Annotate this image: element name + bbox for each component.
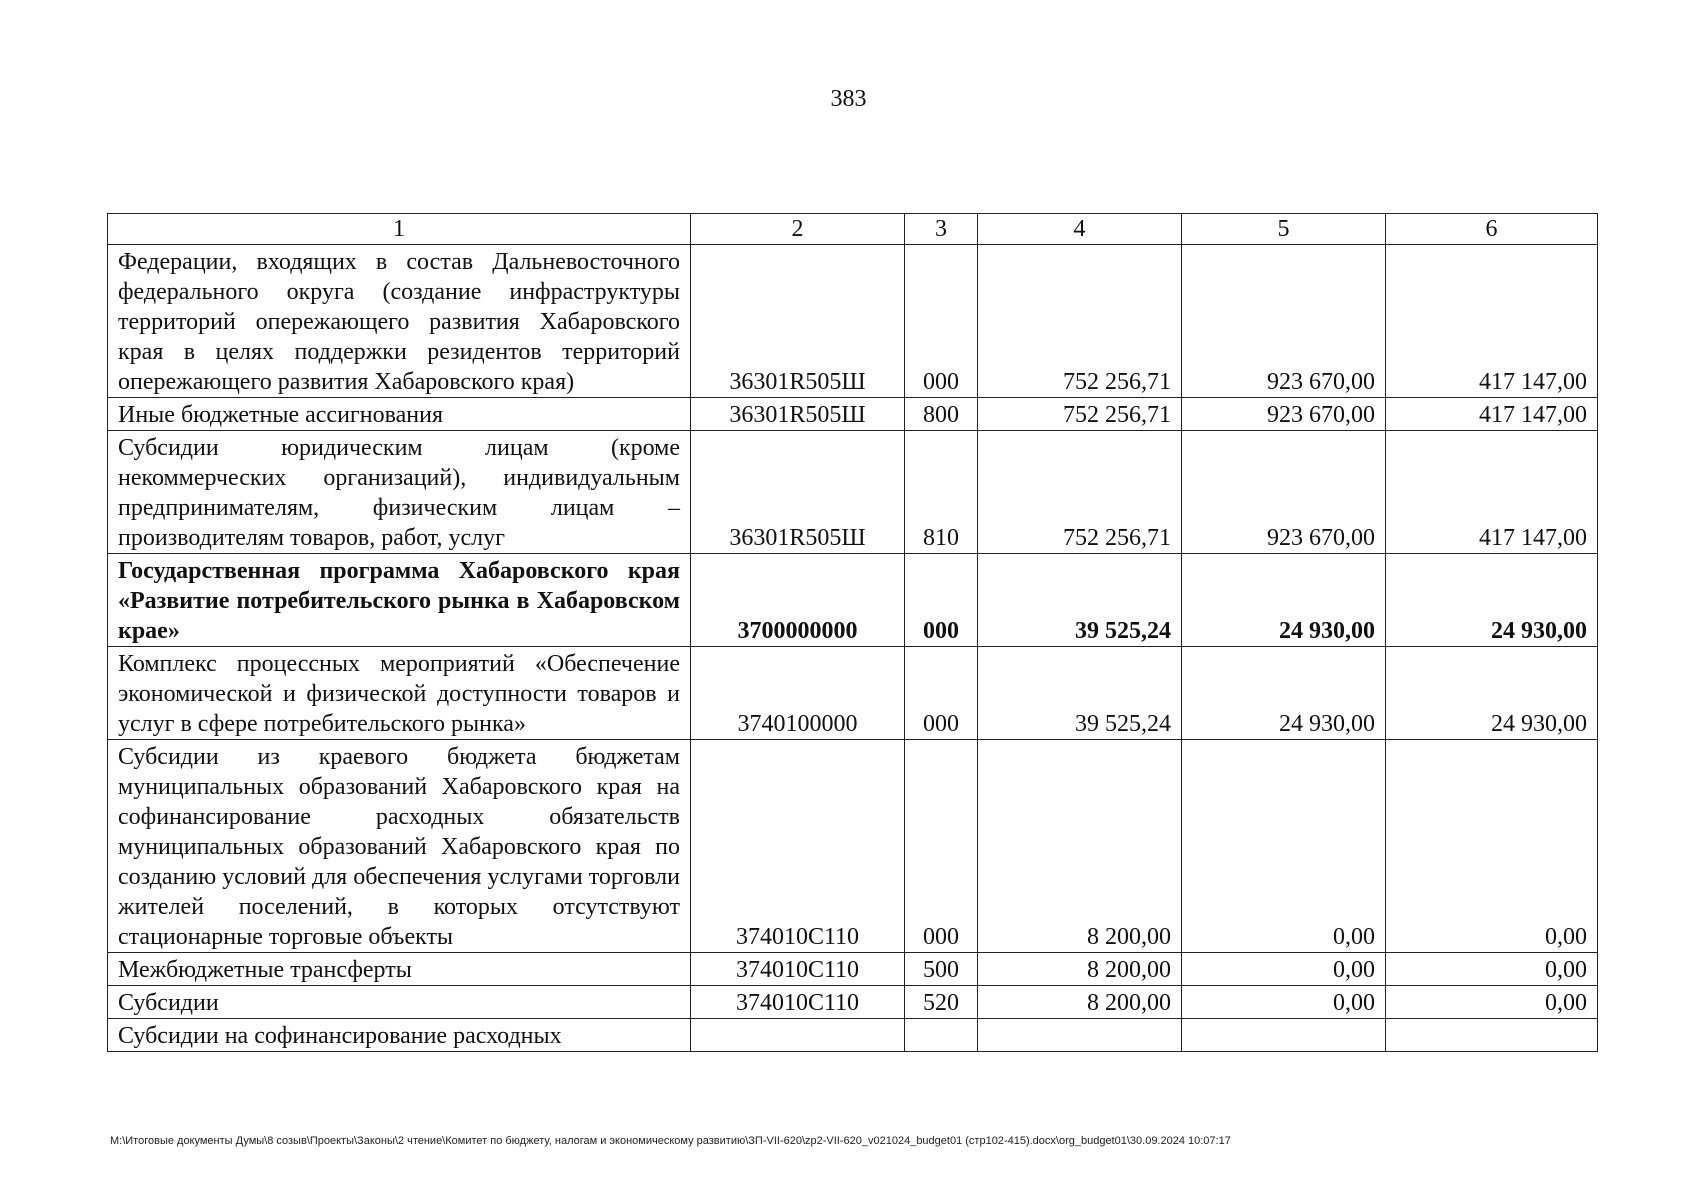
name-cell: Федерации, входящих в состав Дальневосточного федерального округа (создание инфраструктуры территорий опережающего развития Хабаровского края в целях поддержки резидентов территорий опережающего развития Хабаровского края) bbox=[108, 245, 691, 398]
expense-group-cell: 500 bbox=[905, 953, 978, 986]
name-cell: Межбюджетные трансферты bbox=[108, 953, 691, 986]
column-header-4: 4 bbox=[978, 214, 1182, 245]
name-cell: Государственная программа Хабаровского края «Развитие потребительского рынка в Хабаровском крае» bbox=[108, 554, 691, 647]
amount-col5-cell bbox=[1182, 1019, 1386, 1052]
amount-col4-cell: 752 256,71 bbox=[978, 398, 1182, 431]
expense-group-cell: 000 bbox=[905, 554, 978, 647]
amount-col5-cell: 923 670,00 bbox=[1182, 431, 1386, 554]
target-code-cell: 36301R505Ш bbox=[691, 431, 905, 554]
amount-col4-cell bbox=[978, 1019, 1182, 1052]
target-code-cell bbox=[691, 1019, 905, 1052]
table-row bbox=[108, 245, 1598, 398]
amount-col5-cell: 0,00 bbox=[1182, 953, 1386, 986]
expense-group-cell bbox=[905, 1019, 978, 1052]
amount-col4-cell: 8 200,00 bbox=[978, 740, 1182, 953]
column-header-5: 5 bbox=[1182, 214, 1386, 245]
amount-col6-cell: 0,00 bbox=[1386, 740, 1598, 953]
column-header-6: 6 bbox=[1386, 214, 1598, 245]
budget-table-body bbox=[108, 214, 1598, 1052]
name-cell: Субсидии на софинансирование расходных bbox=[108, 1019, 691, 1052]
amount-col6-cell: 0,00 bbox=[1386, 986, 1598, 1019]
target-code-cell: 3700000000 bbox=[691, 554, 905, 647]
budget-table bbox=[107, 213, 1598, 1052]
table-row bbox=[108, 554, 1598, 647]
expense-group-cell: 520 bbox=[905, 986, 978, 1019]
amount-col5-cell: 0,00 bbox=[1182, 986, 1386, 1019]
table-row bbox=[108, 398, 1598, 431]
name-cell: Субсидии юридическим лицам (кроме некоммерческих организаций), индивидуальным предпринимателям, физическим лицам – производителям товаров, работ, услуг bbox=[108, 431, 691, 554]
file-path-footer: M:\Итоговые документы Думы\8 созыв\Проекты\Законы\2 чтение\Комитет по бюджету, налогам и экономическому развитию\ЗП-VII-620\zp2-VII-620_v021024_budget01 (стр102-415).docx\org_budget01\30.09.2024 10:07:17 bbox=[110, 1135, 1231, 1147]
amount-col4-cell: 39 525,24 bbox=[978, 554, 1182, 647]
expense-group-cell: 000 bbox=[905, 740, 978, 953]
column-header-2: 2 bbox=[691, 214, 905, 245]
amount-col6-cell: 417 147,00 bbox=[1386, 245, 1598, 398]
target-code-cell: 374010С110 bbox=[691, 986, 905, 1019]
page-number: 383 bbox=[830, 86, 867, 112]
table-row bbox=[108, 986, 1598, 1019]
amount-col6-cell: 24 930,00 bbox=[1386, 554, 1598, 647]
table-row bbox=[108, 431, 1598, 554]
amount-col5-cell: 923 670,00 bbox=[1182, 398, 1386, 431]
name-cell: Субсидии из краевого бюджета бюджетам муниципальных образований Хабаровского края на софинансирование расходных обязательств муниципальных образований Хабаровского края по созданию условий для обеспечения услугами торговли жителей поселений, в которых отсутствуют стационарные торговые объекты bbox=[108, 740, 691, 953]
target-code-cell: 374010С110 bbox=[691, 740, 905, 953]
table-row bbox=[108, 740, 1598, 953]
amount-col5-cell: 0,00 bbox=[1182, 740, 1386, 953]
target-code-cell: 374010С110 bbox=[691, 953, 905, 986]
amount-col6-cell: 0,00 bbox=[1386, 953, 1598, 986]
table-row bbox=[108, 953, 1598, 986]
name-cell: Комплекс процессных мероприятий «Обеспечение экономической и физической доступности товаров и услуг в сфере потребительского рынка» bbox=[108, 647, 691, 740]
name-cell: Субсидии bbox=[108, 986, 691, 1019]
amount-col5-cell: 923 670,00 bbox=[1182, 245, 1386, 398]
amount-col6-cell bbox=[1386, 1019, 1598, 1052]
amount-col6-cell: 417 147,00 bbox=[1386, 398, 1598, 431]
amount-col4-cell: 8 200,00 bbox=[978, 986, 1182, 1019]
table-row bbox=[108, 647, 1598, 740]
name-cell: Иные бюджетные ассигнования bbox=[108, 398, 691, 431]
expense-group-cell: 000 bbox=[905, 647, 978, 740]
amount-col6-cell: 24 930,00 bbox=[1386, 647, 1598, 740]
amount-col4-cell: 8 200,00 bbox=[978, 953, 1182, 986]
table-header-row bbox=[108, 214, 1598, 245]
amount-col4-cell: 752 256,71 bbox=[978, 431, 1182, 554]
table-row bbox=[108, 1019, 1598, 1052]
target-code-cell: 36301R505Ш bbox=[691, 398, 905, 431]
column-header-1: 1 bbox=[108, 214, 691, 245]
expense-group-cell: 810 bbox=[905, 431, 978, 554]
column-header-3: 3 bbox=[905, 214, 978, 245]
expense-group-cell: 000 bbox=[905, 245, 978, 398]
amount-col6-cell: 417 147,00 bbox=[1386, 431, 1598, 554]
amount-col4-cell: 752 256,71 bbox=[978, 245, 1182, 398]
expense-group-cell: 800 bbox=[905, 398, 978, 431]
target-code-cell: 36301R505Ш bbox=[691, 245, 905, 398]
amount-col5-cell: 24 930,00 bbox=[1182, 647, 1386, 740]
amount-col4-cell: 39 525,24 bbox=[978, 647, 1182, 740]
target-code-cell: 3740100000 bbox=[691, 647, 905, 740]
amount-col5-cell: 24 930,00 bbox=[1182, 554, 1386, 647]
